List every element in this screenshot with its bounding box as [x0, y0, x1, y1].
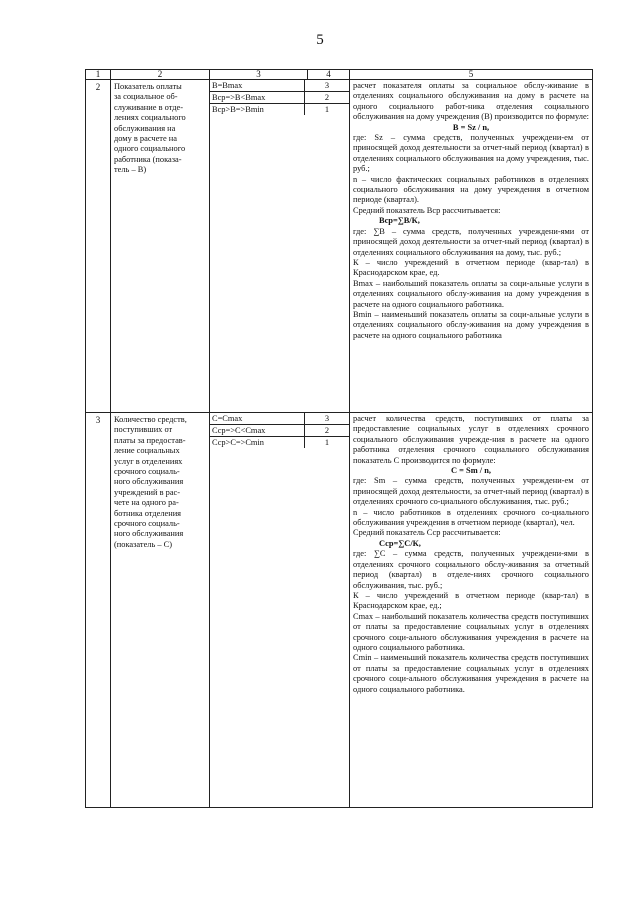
criteria-condition: Вср=>В<Вmax — [210, 92, 305, 104]
criteria-subtable — [210, 80, 349, 115]
calculation-method — [350, 413, 593, 808]
method-text: n – число работников в отделениях срочного со-циального обслуживания учреждения в отчетном периоде (квартал), чел. — [353, 507, 589, 528]
formula: В = Sz / n, — [452, 122, 490, 132]
header-col-3: 3 — [210, 70, 308, 80]
criteria-row — [210, 437, 349, 449]
method-text: где: ∑С – сумма средств, полученных учреждени-ями в отделениях срочного социального обслу-живания за отчетный период (квартал) в отделе-ниях срочного социального обслуживания, тыс. руб.; — [353, 549, 589, 590]
method-text: где: Sz – сумма средств, полученных учреждени-ем от приносящей доход деятельности за отчет-ный период (квартал) в отделениях социального обслуживания на дому учреждения, тыс. руб.; — [353, 133, 589, 174]
criteria-subtable — [210, 413, 349, 448]
criteria-condition: Сср=>С<Сmax — [210, 425, 305, 437]
method-text: Сmin – наименьший показатель количества средств поступивших от платы за предоставление социальных услуг в отделениях срочного соци-ального обслуживания учреждения в расчете на одного социального работника. — [353, 653, 589, 694]
criteria-condition: Вср>В=>Вmin — [212, 105, 264, 114]
method-text: К – число учреждений в отчетном периоде (квар-тал) в Краснодарском крае, ед.; — [353, 590, 589, 611]
criteria-row — [210, 80, 349, 92]
header-col-1: 1 — [86, 70, 111, 80]
method-text: Вmax – наибольший показатель оплаты за соци-альные услуги в отделениях социального обслу-живания на дому учреждения в расчете на одного социального работника. — [353, 278, 589, 309]
method-text: Средний показатель Вср рассчитывается: — [353, 205, 501, 215]
criteria-condition: В=Вmax — [210, 80, 305, 92]
criteria-score: 2 — [305, 425, 350, 437]
header-col-2: 2 — [111, 70, 210, 80]
method-text: К – число учреждений в отчетном периоде (квар-тал) в Краснодарском крае, ед. — [353, 257, 589, 278]
criteria-cell — [210, 80, 350, 413]
row-number: 3 — [86, 413, 111, 808]
criteria-score: 1 — [305, 104, 350, 116]
table-header-row — [86, 70, 593, 80]
method-text: где: ∑В – сумма средств, полученных учреждени-ями от приносящей доход деятельности за отчет-ный период (квартал) в отделениях социального обслуживания на дому, тыс. руб.; — [353, 226, 589, 257]
method-intro: расчет показателя оплаты за социальное обслу-живание в отделениях социального обслуживания на дому в расчете на одного социального работ-ника отделения социального обслуживания на дому учреждения (В) производится по формуле: — [353, 81, 589, 122]
table-row — [86, 413, 593, 808]
formula: С = Sm / n, — [451, 466, 491, 476]
criteria-score: 2 — [305, 92, 350, 104]
criteria-row — [210, 104, 349, 116]
method-text: n – число фактических социальных работников в отделениях социального обслуживания на дому учреждения в отчетном периоде (квартал). — [353, 174, 589, 205]
formula: Сср=∑С/К, — [379, 538, 421, 548]
header-col-4: 4 — [308, 70, 350, 80]
method-text: Средний показатель Сср рассчитывается: — [353, 528, 501, 538]
method-text: Вmin – наименьший показатель оплаты за соци-альные услуги в отделениях социального обслу-живания на дому учреждения в расчете на одного социального работника — [353, 309, 589, 340]
criteria-score: 3 — [305, 80, 350, 92]
criteria-cell — [210, 413, 350, 808]
calculation-method — [350, 80, 593, 413]
criteria-score: 3 — [305, 413, 350, 425]
criteria-row — [210, 425, 349, 437]
criteria-condition: Сср>С=>Сmin — [212, 438, 264, 447]
method-intro: расчет количества средств, поступивших от платы за предоставление социальных услуг в отделениях срочного социального обслуживания учрежде-ния в расчете на одного работника отделения срочного социального обслуживания показатель С производится по формуле: — [353, 414, 589, 465]
formula: Вср=∑В/К, — [379, 216, 420, 226]
criteria-row — [210, 92, 349, 104]
indicator-description: Количество средств, поступивших от платы за предостав- ление социальных услуг в отделениях срочного социаль- ного обслуживания учреждений в рас- чете на одного ра- ботника отделения срочного социаль- ного обслуживания (показатель – С) — [111, 413, 210, 808]
header-col-5: 5 — [350, 70, 593, 80]
page-number: 5 — [316, 32, 324, 48]
row-number: 2 — [86, 80, 111, 413]
method-text: где: Sm – сумма средств, полученных учреждени-ем от приносящей доход деятельности, за отчет-ный период (квартал) в отделениях срочного со-циального обслуживания, тыс. руб.; — [353, 476, 589, 507]
criteria-row — [210, 413, 349, 425]
method-text: Сmax – наибольший показатель количества средств поступивших от платы за предоставление социальных услуг в отделениях срочного соци-ального обслуживания учреждения в расчете на одного социального работника. — [353, 611, 589, 652]
table-row — [86, 80, 593, 413]
criteria-score: 1 — [305, 437, 350, 449]
criteria-condition: С=Сmax — [210, 413, 305, 425]
indicator-description: Показатель оплаты за социальное об- служивание в отде- лениях социального обслуживания на дому в расчете на одного социального работника (показа- тель – В) — [111, 80, 210, 413]
criteria-table — [85, 69, 593, 808]
